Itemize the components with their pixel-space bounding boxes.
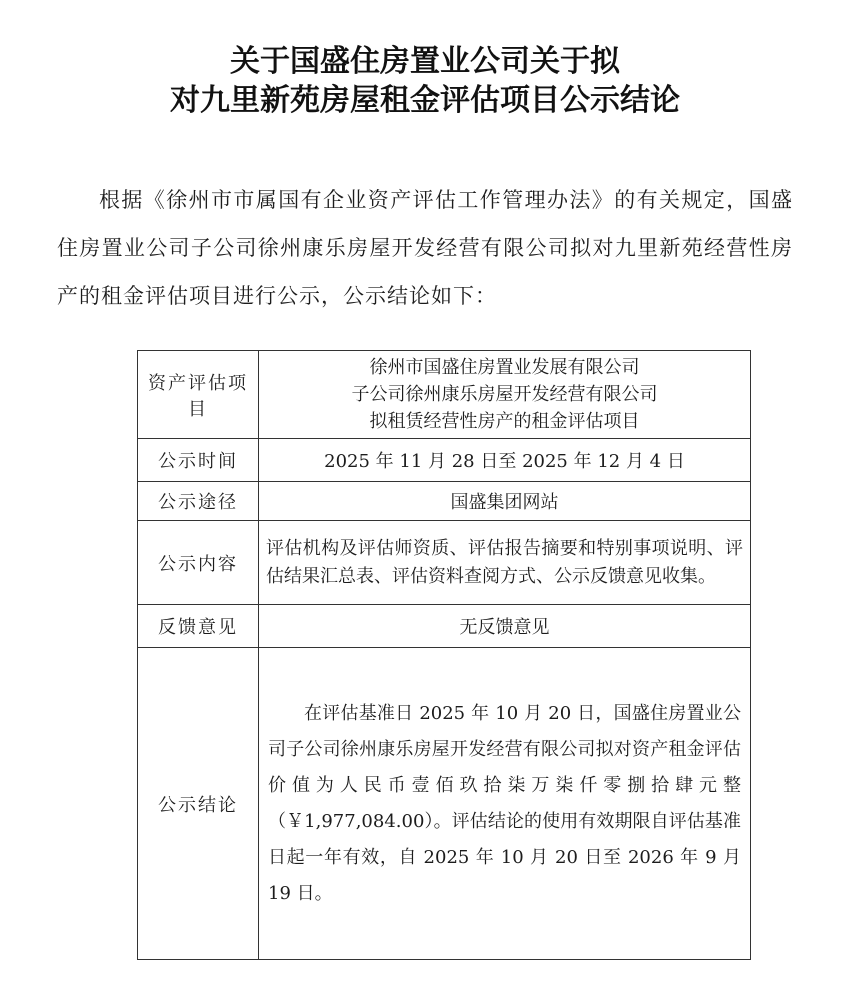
row-label-project: 资产评估项目: [138, 351, 259, 439]
row-label-content: 公示内容: [138, 521, 259, 605]
document-title: [0, 0, 850, 120]
row-label-feedback: 反馈意见: [138, 605, 259, 648]
content-text: 评估机构及评估师资质、评估报告摘要和特别事项说明、评估结果汇总表、评估资料查阅方式、公示反馈意见收集。: [266, 537, 743, 587]
conclusion-text: 在评估基准日 2025 年 10 月 20 日，国盛住房置业公司子公司徐州康乐房屋开发经营有限公司拟对资产租金评估价值为人民币壹佰玖拾柒万柒仟零捌拾肆元整（￥1,977,084.00）。评估结论的使用有效期限自评估基准日起一年有效，自 2025 年 10 月 20 日至 2026 年 9 月 19 日。: [268, 702, 741, 904]
table-row-feedback: [138, 605, 751, 648]
row-value-feedback: 无反馈意见: [259, 605, 751, 648]
table-row-project: [138, 351, 751, 439]
table-row-content: [138, 521, 751, 605]
row-value-channel: 国盛集团网站: [259, 482, 751, 521]
table-row-period: [138, 439, 751, 482]
row-value-content: [259, 521, 751, 605]
title-line-2: 对九里新苑房屋租金评估项目公示结论: [170, 83, 680, 118]
row-value-conclusion: [259, 648, 751, 960]
project-line-3: 拟租赁经营性房产的租金评估项目: [369, 411, 640, 432]
row-label-channel: 公示途径: [138, 482, 259, 521]
row-label-period: 公示时间: [138, 439, 259, 482]
intro-paragraph: 根据《徐州市市属国有企业资产评估工作管理办法》的有关规定，国盛住房置业公司子公司徐州康乐房屋开发经营有限公司拟对九里新苑经营性房产的租金评估项目进行公示，公示结论如下：: [57, 188, 793, 308]
project-line-2: 子公司徐州康乐房屋开发经营有限公司: [351, 384, 658, 405]
project-line-1: 徐州市国盛住房置业发展有限公司: [369, 357, 640, 378]
table-row-channel: [138, 482, 751, 521]
title-line-1: 关于国盛住房置业公司关于拟: [230, 44, 620, 79]
notice-table: [137, 350, 751, 960]
project-value-lines: [266, 354, 743, 435]
row-label-conclusion: 公示结论: [138, 648, 259, 960]
row-value-period: 2025 年 11 月 28 日至 2025 年 12 月 4 日: [259, 439, 751, 482]
row-value-project: [259, 351, 751, 439]
table-row-conclusion: [138, 648, 751, 960]
